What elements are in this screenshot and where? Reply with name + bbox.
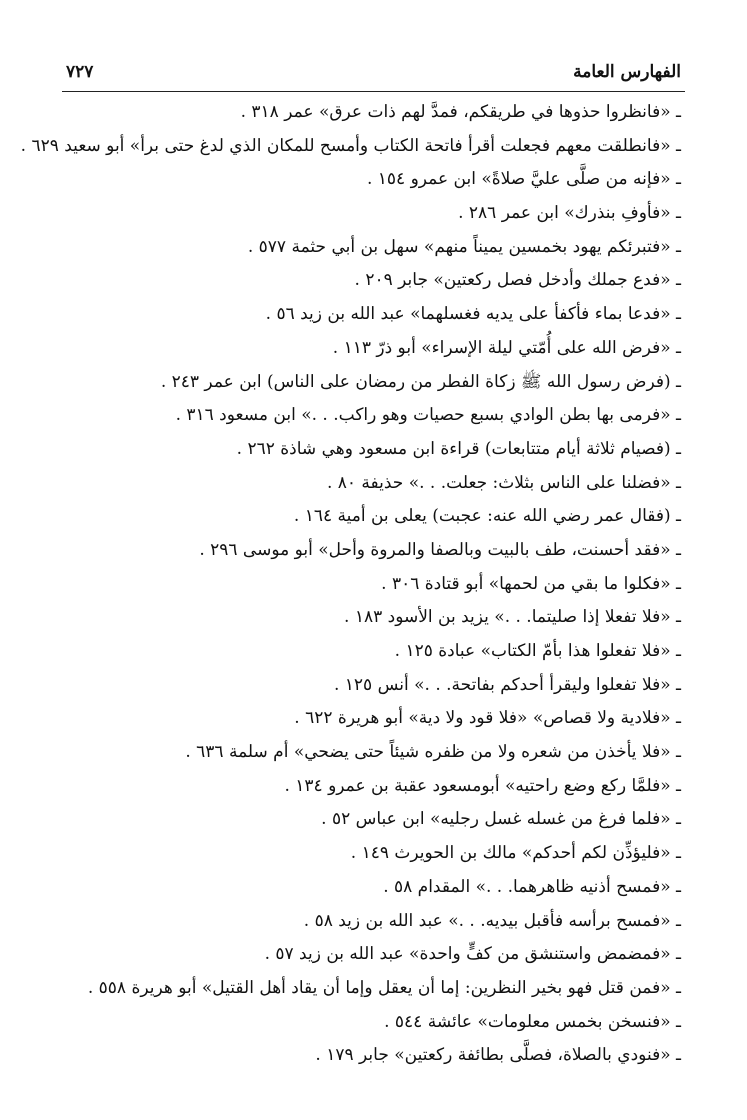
index-entry: ـ «فمسح أذنيه ظاهرهما. . .» المقدام ٥٨ . xyxy=(383,876,681,897)
index-entry: ـ «فليؤذِّن لكم أحدكم» مالك بن الحويرث ١٤٩ . xyxy=(350,843,681,864)
index-entry: ـ «فأوفِ بنذرك» ابن عمر ٢٨٦ . xyxy=(458,203,681,224)
index-entry: ـ «فمضمض واستنشق من كفٍّ واحدة» عبد الله بن زيد ٥٧ . xyxy=(264,944,681,965)
index-entry: ـ «فلادية ولا قصاص» «فلا قود ولا دية» أبو هريرة ٦٢٢ . xyxy=(294,708,681,729)
index-entry: ـ «فمسح برأسه فأقبل بيديه. . .» عبد الله بن زيد ٥٨ . xyxy=(303,910,681,931)
index-entry: ـ «فكلوا ما بقي من لحمها» أبو قتادة ٣٠٦ . xyxy=(381,573,681,594)
index-entry: ـ «فرض الله على أُمّتي ليلة الإسراء» أبو ذرّ ١١٣ . xyxy=(332,337,681,358)
index-entry: ـ (فصيام ثلاثة أيام متتابعات) قراءة ابن مسعود وهي شاذة ٢٦٢ . xyxy=(236,438,681,459)
page-header xyxy=(66,58,681,90)
index-entry: ـ «فضلنا على الناس بثلاث: جعلت. . .» حذيفة ٨٠ . xyxy=(326,472,681,493)
index-entry: ـ «فإنه من صلَّى عليَّ صلاةً» ابن عمرو ١٥٤ . xyxy=(366,169,681,190)
index-entry: ـ «فنسخن بخمس معلومات» عائشة ٥٤٤ . xyxy=(384,1011,681,1032)
index-entry: ـ «فلا يأخذن من شعره ولا من ظفره شيئاً حتى يضحي» أم سلمة ٦٣٦ . xyxy=(185,742,681,763)
page-number: ٧٢٧ xyxy=(66,62,94,82)
index-entry: ـ (فقال عمر رضي الله عنه: عجبت) يعلى بن أمية ١٦٤ . xyxy=(293,506,681,527)
index-entry: ـ «فلا تفعلوا وليقرأ أحدكم بفاتحة. . .» أنس ١٢٥ . xyxy=(333,674,681,695)
index-entry: ـ «فتبرئكم يهود بخمسين يميناً منهم» سهل بن أبي حثمة ٥٧٧ . xyxy=(247,236,681,257)
index-entry: ـ «فمن قتل فهو بخير النظرين: إما أن يعقل وإما أن يقاد أهل القتيل» أبو هريرة ٥٥٨ . xyxy=(87,977,681,998)
index-entry: ـ «فانظروا حذوها في طريقكم، فمدَّ لهم ذات عرق» عمر ٣١٨ . xyxy=(240,102,681,122)
index-entry: ـ (فرض رسول الله ﷺ زكاة الفطر من رمضان على الناس) ابن عمر ٢٤٣ . xyxy=(160,371,681,392)
index-entry: ـ «فقد أحسنت، طف بالبيت وبالصفا والمروة وأحل» أبو موسى ٢٩٦ . xyxy=(199,539,681,560)
index-entry: ـ «فلا تفعلوا هذا بأمّ الكتاب» عبادة ١٢٥ . xyxy=(394,641,681,661)
hadith-index-list xyxy=(20,96,681,1073)
index-entry: ـ «فرمى بها بطن الوادي بسبع حصيات وهو راكب. . .» ابن مسعود ٣١٦ . xyxy=(175,405,681,426)
index-entry: ـ «فدعا بماء فأكفأ على يديه فغسلهما» عبد الله بن زيد ٥٦ . xyxy=(265,304,681,325)
index-entry: ـ «فلما فرغ من غسله غسل رجليه» ابن عباس ٥٢ . xyxy=(321,809,681,830)
index-entry: ـ «فلا تفعلا إذا صليتما. . .» يزيد بن الأسود ١٨٣ . xyxy=(344,607,681,628)
index-entry: ـ «فنودي بالصلاة، فصلَّى بطائفة ركعتين» جابر ١٧٩ . xyxy=(315,1045,681,1066)
index-entry: ـ «فدع جملك وأدخل فصل ركعتين» جابر ٢٠٩ . xyxy=(354,270,681,291)
index-entry: ـ «فانطلقت معهم فجعلت أقرأ فاتحة الكتاب وأمسح للمكان الذي لدغ حتى برأ» أبو سعيد ٦٢٩ . xyxy=(20,135,681,156)
index-entry: ـ «فلمَّا ركع وضع راحتيه» أبومسعود عقبة بن عمرو ١٣٤ . xyxy=(284,775,681,796)
header-divider xyxy=(62,91,685,92)
running-title: الفهارس العامة xyxy=(573,62,681,82)
